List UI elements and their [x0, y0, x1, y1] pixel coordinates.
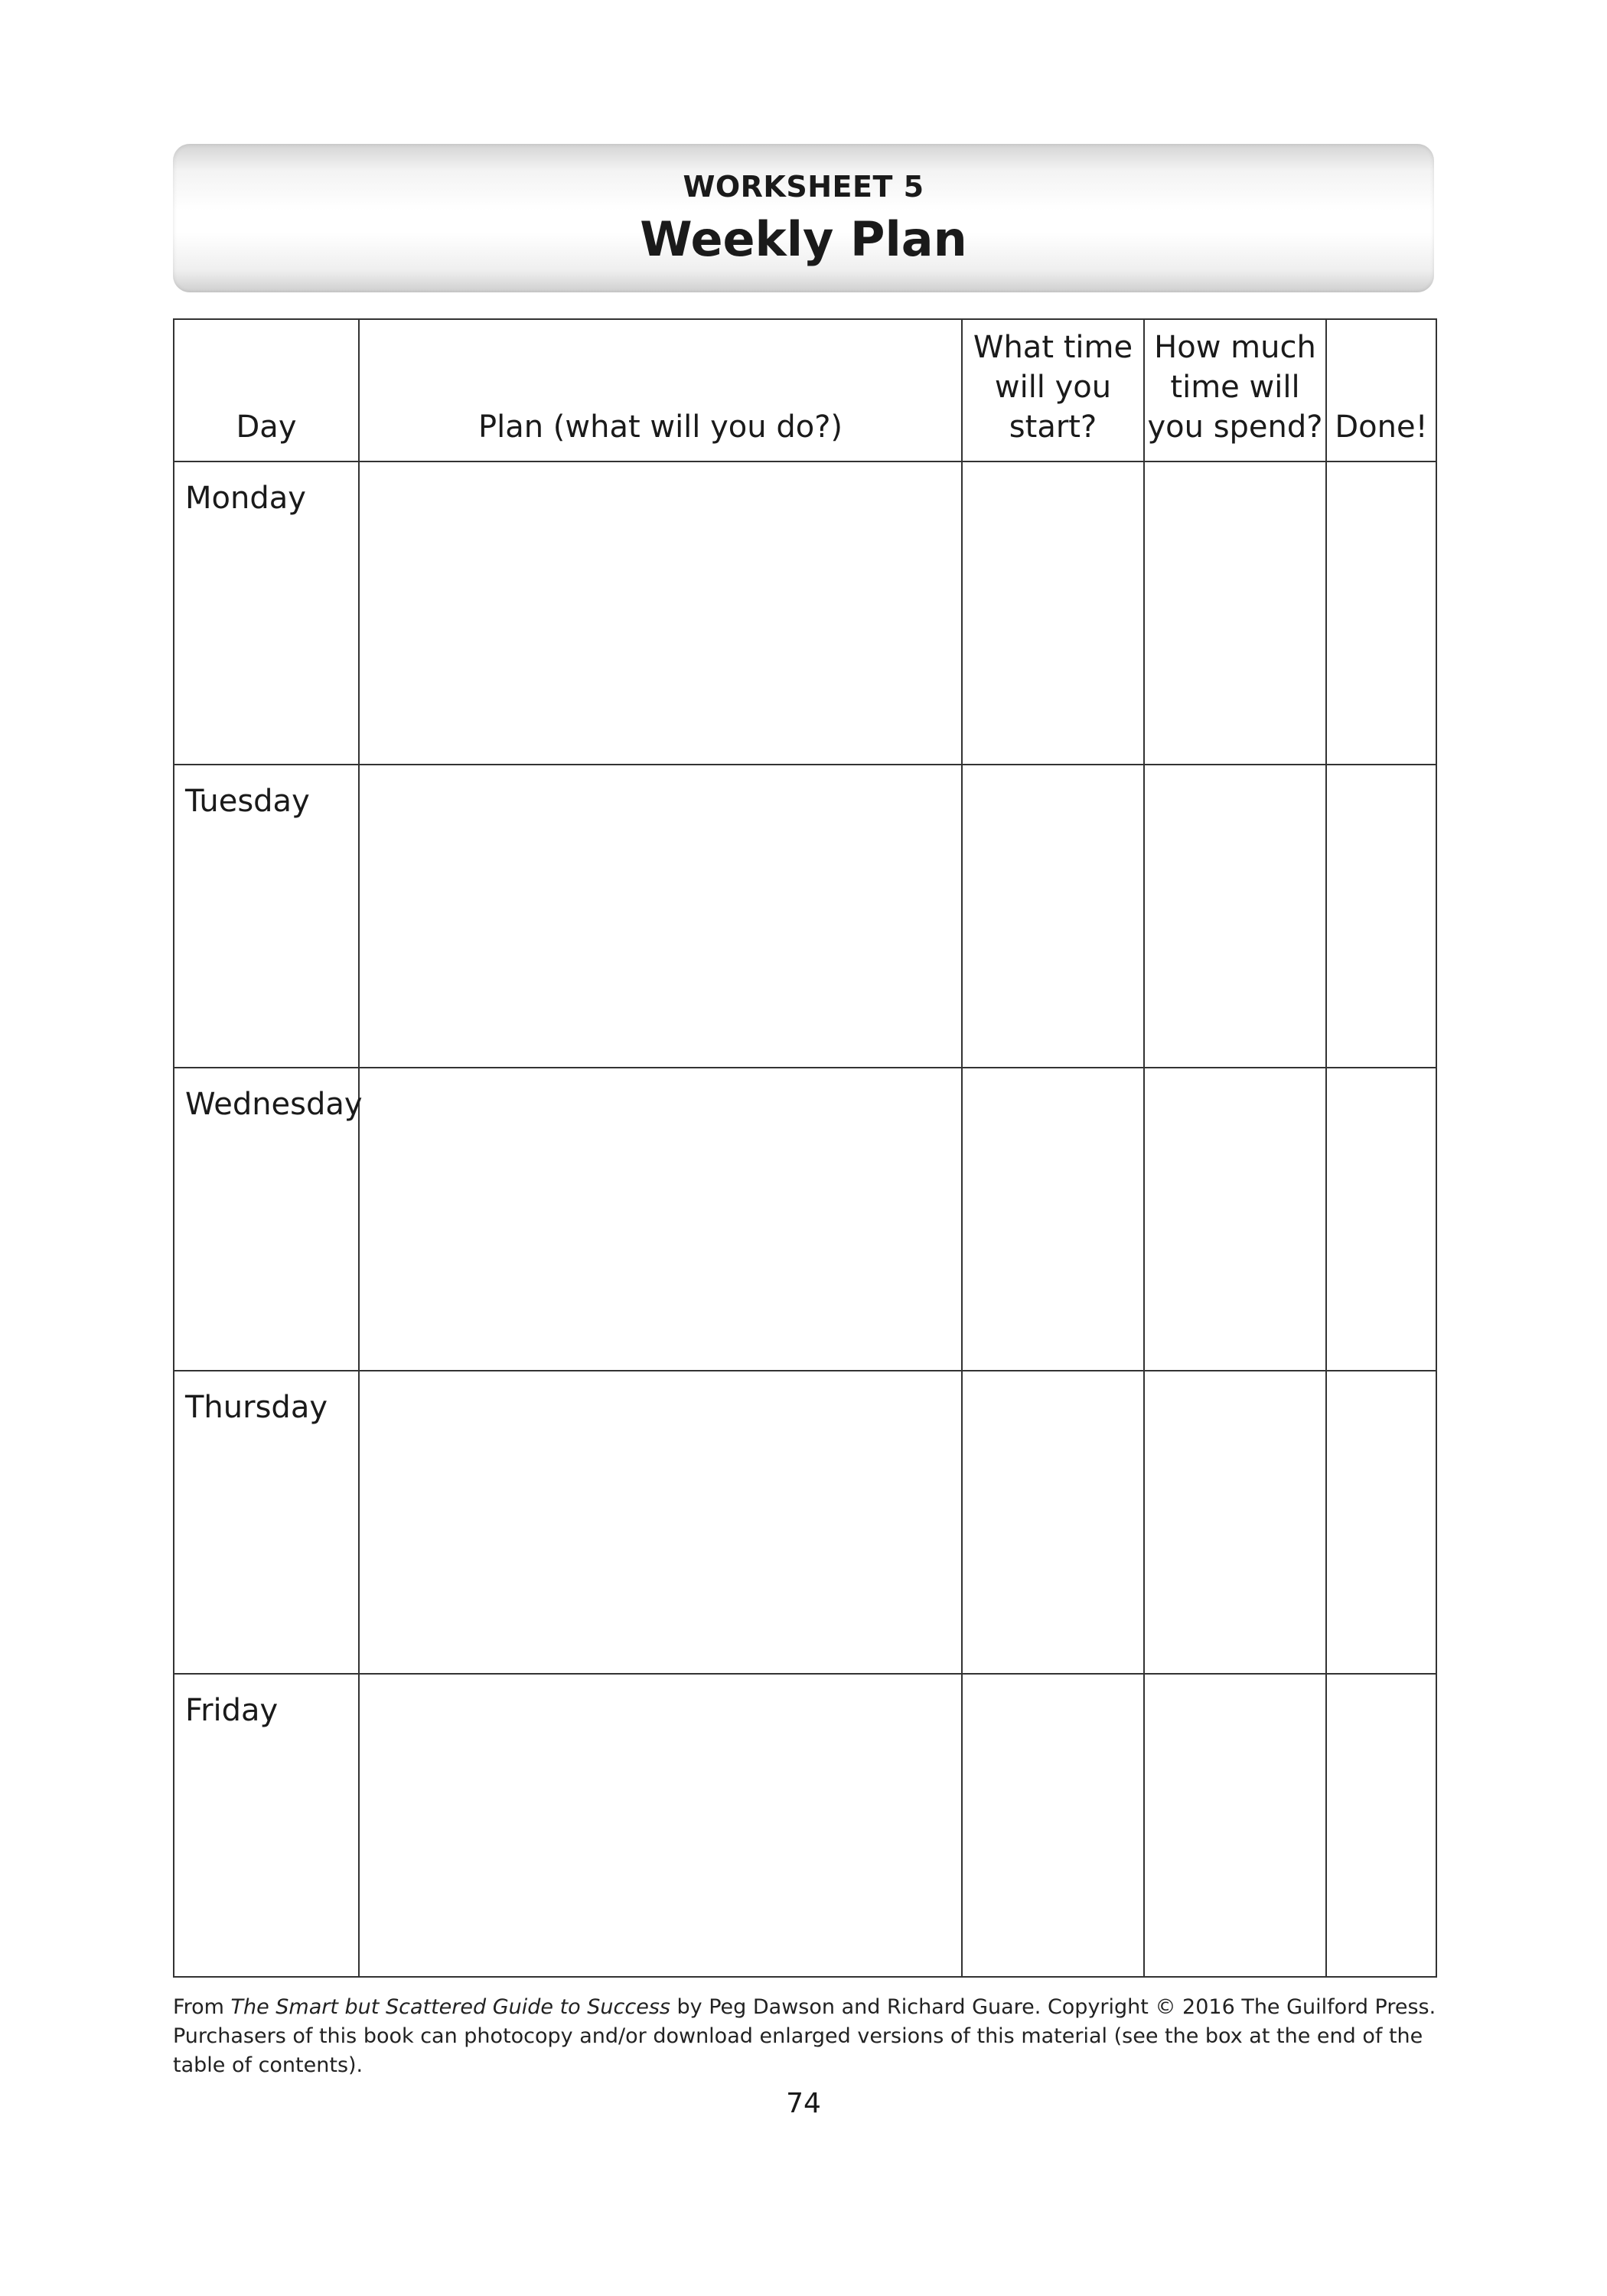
- plan-cell: [359, 1674, 962, 1977]
- header-row: [174, 319, 1436, 461]
- table-row: [174, 765, 1436, 1068]
- done-cell: [1326, 1371, 1436, 1674]
- page-title: Weekly Plan: [640, 211, 967, 267]
- plan-cell: [359, 1068, 962, 1371]
- time-spent-cell: [1144, 1371, 1326, 1674]
- done-cell: [1326, 461, 1436, 765]
- start-time-cell: [962, 1371, 1144, 1674]
- done-cell: [1326, 1674, 1436, 1977]
- weekly-plan-table: [173, 318, 1437, 1978]
- table-row: [174, 1068, 1436, 1371]
- table-row: [174, 1674, 1436, 1977]
- done-cell: [1326, 1068, 1436, 1371]
- page-number: 74: [786, 2088, 821, 2119]
- time-spent-cell: [1144, 461, 1326, 765]
- worksheet-label: WORKSHEET 5: [683, 170, 924, 204]
- time-spent-cell: [1144, 1674, 1326, 1977]
- plan-cell: [359, 461, 962, 765]
- column-header-start-time: What time will you start?: [962, 319, 1144, 461]
- book-title: The Smart but Scattered Guide to Success: [230, 1995, 670, 2019]
- day-cell: Monday: [174, 461, 359, 765]
- day-cell: Thursday: [174, 1371, 359, 1674]
- plan-cell: [359, 1371, 962, 1674]
- footer-rest: by Peg Dawson and Richard Guare. Copyright © 2016 The Guilford Press. Purchasers of this book can photocopy and/or download enlarged versions of this material (see the box at the end of the table of contents).: [173, 1995, 1436, 2077]
- start-time-cell: [962, 1674, 1144, 1977]
- column-header-plan: Plan (what will you do?): [359, 319, 962, 461]
- start-time-cell: [962, 461, 1144, 765]
- table-row: [174, 461, 1436, 765]
- footer-prefix: From: [173, 1995, 231, 2019]
- plan-cell: [359, 765, 962, 1068]
- day-cell: Friday: [174, 1674, 359, 1977]
- table-row: [174, 1371, 1436, 1674]
- column-header-time-spent: How much time will you spend?: [1144, 319, 1326, 461]
- time-spent-cell: [1144, 765, 1326, 1068]
- day-cell: Wednesday: [174, 1068, 359, 1371]
- column-header-day: Day: [174, 319, 359, 461]
- time-spent-cell: [1144, 1068, 1326, 1371]
- column-header-done: Done!: [1326, 319, 1436, 461]
- start-time-cell: [962, 765, 1144, 1068]
- done-cell: [1326, 765, 1436, 1068]
- copyright-note: [173, 1993, 1443, 2080]
- start-time-cell: [962, 1068, 1144, 1371]
- worksheet-header: [173, 144, 1434, 292]
- day-cell: Tuesday: [174, 765, 359, 1068]
